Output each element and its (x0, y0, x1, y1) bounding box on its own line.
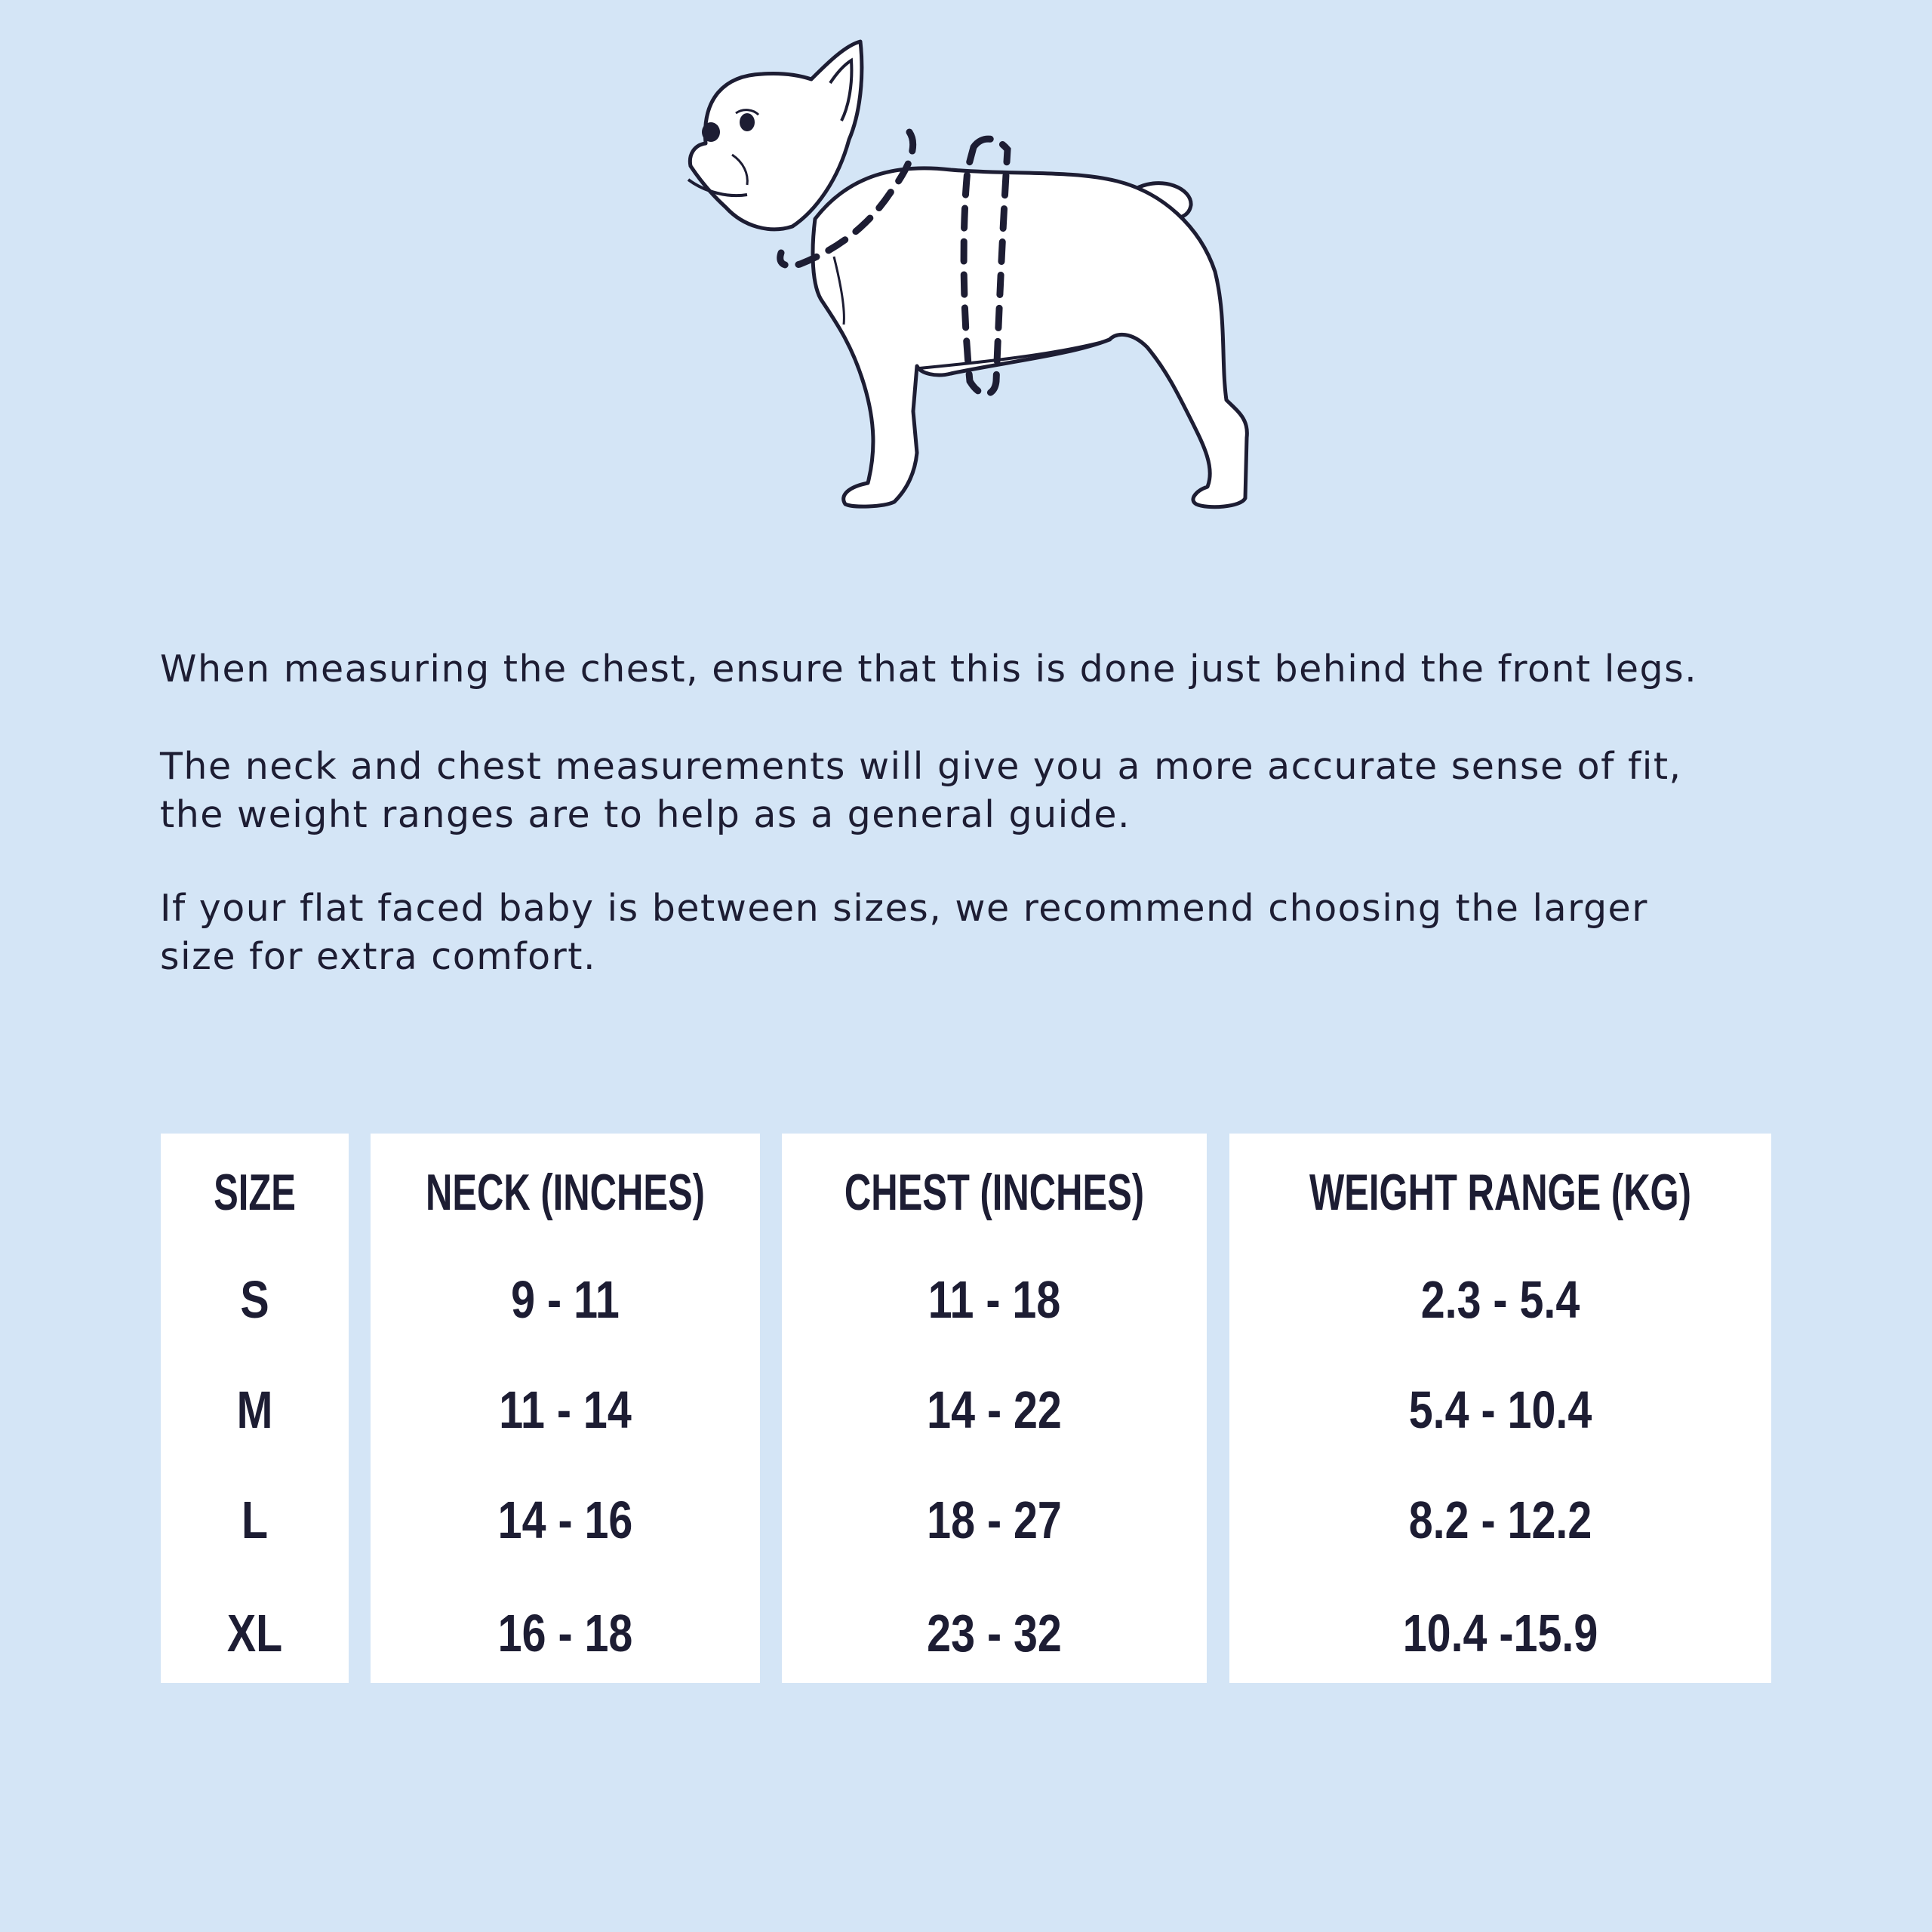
weight-cell: 8.2 - 12.2 (1408, 1491, 1592, 1549)
chest-cell: 18 - 27 (927, 1491, 1062, 1549)
chest-cell: 14 - 22 (927, 1380, 1062, 1439)
nose-icon (702, 122, 720, 142)
measuring-chest-instruction: When measuring the chest, ensure that this is done just behind the front legs. (160, 648, 1698, 691)
size-cell: XL (226, 1604, 283, 1663)
weight-cell: 2.3 - 5.4 (1420, 1270, 1580, 1329)
neck-column (371, 1134, 760, 1683)
size-column (161, 1134, 349, 1683)
chest-cell: 23 - 32 (927, 1604, 1062, 1663)
chest-header: CHEST (INCHES) (844, 1164, 1145, 1221)
size-cell: S (240, 1270, 269, 1329)
fit-guidance-text: The neck and chest measurements will give you a more accurate sense of fit, the weight ranges are to help as a general guide. (160, 745, 1682, 836)
size-header: SIZE (214, 1164, 296, 1221)
weight-header: WEIGHT RANGE (KG) (1309, 1164, 1691, 1221)
neck-cell: 14 - 16 (497, 1491, 633, 1549)
between-sizes-recommendation: If your flat faced baby is between sizes, we recommend choosing the larger size for extra comfort. (160, 887, 1648, 978)
neck-header: NECK (INCHES) (426, 1164, 705, 1221)
dog-body-shape (813, 168, 1247, 507)
french-bulldog-measurement-icon (649, 23, 1268, 521)
weight-column (1229, 1134, 1771, 1683)
weight-cell: 5.4 - 10.4 (1408, 1380, 1592, 1439)
size-cell: L (241, 1491, 269, 1549)
size-cell: M (236, 1380, 273, 1439)
eye-icon (740, 113, 755, 131)
neck-cell: 11 - 14 (499, 1380, 632, 1439)
neck-cell: 9 - 11 (511, 1270, 620, 1329)
neck-cell: 16 - 18 (497, 1604, 633, 1663)
chest-column (782, 1134, 1207, 1683)
weight-cell: 10.4 -15.9 (1402, 1604, 1598, 1663)
chest-cell: 11 - 18 (928, 1270, 1061, 1329)
